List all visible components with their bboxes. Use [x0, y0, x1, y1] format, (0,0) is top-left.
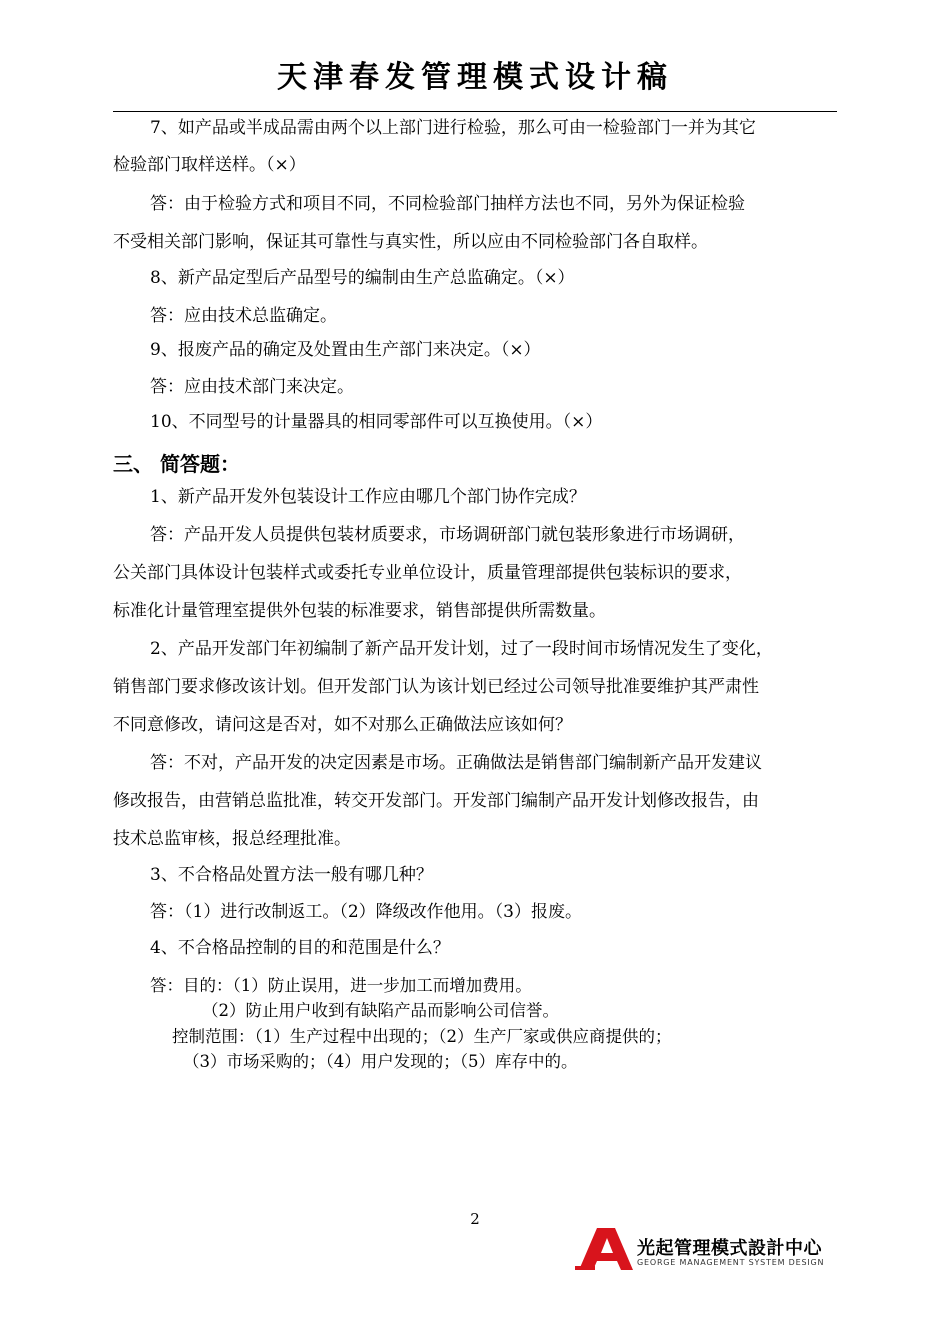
sq2-answer-line-1: 答：不对，产品开发的决定因素是市场。正确做法是销售部门编制新产品开发建议 [150, 753, 762, 773]
question-9: 9、报废产品的确定及处置由生产部门来决定。（×） [150, 340, 541, 360]
sq2-answer-line-3: 技术总监审核，报总经理批准。 [113, 829, 351, 849]
company-logo [575, 1224, 840, 1274]
sq1-answer-line-2: 公关部门具体设计包装样式或委托专业单位设计，质量管理部提供包装标识的要求， [113, 563, 742, 583]
answer-7-line-2: 不受相关部门影响，保证其可靠性与真实性，所以应由不同检验部门各自取样。 [113, 232, 708, 252]
sq1-question: 1、新产品开发外包装设计工作应由哪几个部门协作完成？ [150, 487, 586, 507]
question-10: 10、不同型号的计量器具的相同零部件可以互换使用。（×） [150, 412, 603, 432]
question-8: 8、新产品定型后产品型号的编制由生产总监确定。（×） [150, 268, 575, 288]
sq4-answer-purpose-1: 答：目的：（1）防止误用，进一步加工而增加费用。 [150, 976, 532, 995]
sq3-question: 3、不合格品处置方法一般有哪几种？ [150, 865, 433, 885]
logo-a-mark-icon [575, 1226, 633, 1272]
sq4-question: 4、不合格品控制的目的和范围是什么？ [150, 938, 450, 958]
section-heading: 三、 简答题： [113, 452, 240, 476]
question-7-line-1: 7、如产品或半成品需由两个以上部门进行检验，那么可由一检验部门一并为其它 [150, 118, 756, 138]
page-title: 天津春发管理模式设计稿 [277, 60, 673, 95]
sq3-answer: 答：（1）进行改制返工。（2）降级改作他用。（3）报废。 [150, 902, 582, 922]
question-7-line-2: 检验部门取样送样。（×） [113, 155, 306, 175]
sq2-question-line-1: 2、产品开发部门年初编制了新产品开发计划，过了一段时间市场情况发生了变化， [150, 639, 773, 659]
sq4-answer-purpose-2: （2）防止用户收到有缺陷产品而影响公司信誉。 [202, 1001, 559, 1020]
header-rule [113, 111, 837, 112]
sq4-answer-scope-1: 控制范围：（1）生产过程中出现的；（2）生产厂家或供应商提供的； [172, 1027, 672, 1046]
sq1-answer-line-3: 标准化计量管理室提供外包装的标准要求，销售部提供所需数量。 [113, 601, 606, 621]
page-number: 2 [470, 1210, 480, 1228]
answer-9: 答：应由技术部门来决定。 [150, 377, 354, 397]
sq4-answer-scope-2: （3）市场采购的；（4）用户发现的；（5）库存中的。 [183, 1052, 578, 1071]
sq2-question-line-3: 不同意修改，请问这是否对，如不对那么正确做法应该如何？ [113, 715, 572, 735]
answer-8: 答：应由技术总监确定。 [150, 306, 337, 326]
sq1-answer-line-1: 答：产品开发人员提供包装材质要求，市场调研部门就包装形象进行市场调研， [150, 525, 745, 545]
sq2-answer-line-2: 修改报告，由营销总监批准，转交开发部门。开发部门编制产品开发计划修改报告，由 [113, 791, 759, 811]
sq2-question-line-2: 销售部门要求修改该计划。但开发部门认为该计划已经过公司领导批准要维护其严肃性 [113, 677, 759, 697]
logo-chinese-text: 光起管理模式設計中心 [637, 1238, 822, 1259]
answer-7-line-1: 答：由于检验方式和项目不同，不同检验部门抽样方法也不同，另外为保证检验 [150, 194, 745, 214]
logo-english-text: GEORGE MANAGEMENT SYSTEM DESIGN [637, 1258, 825, 1267]
